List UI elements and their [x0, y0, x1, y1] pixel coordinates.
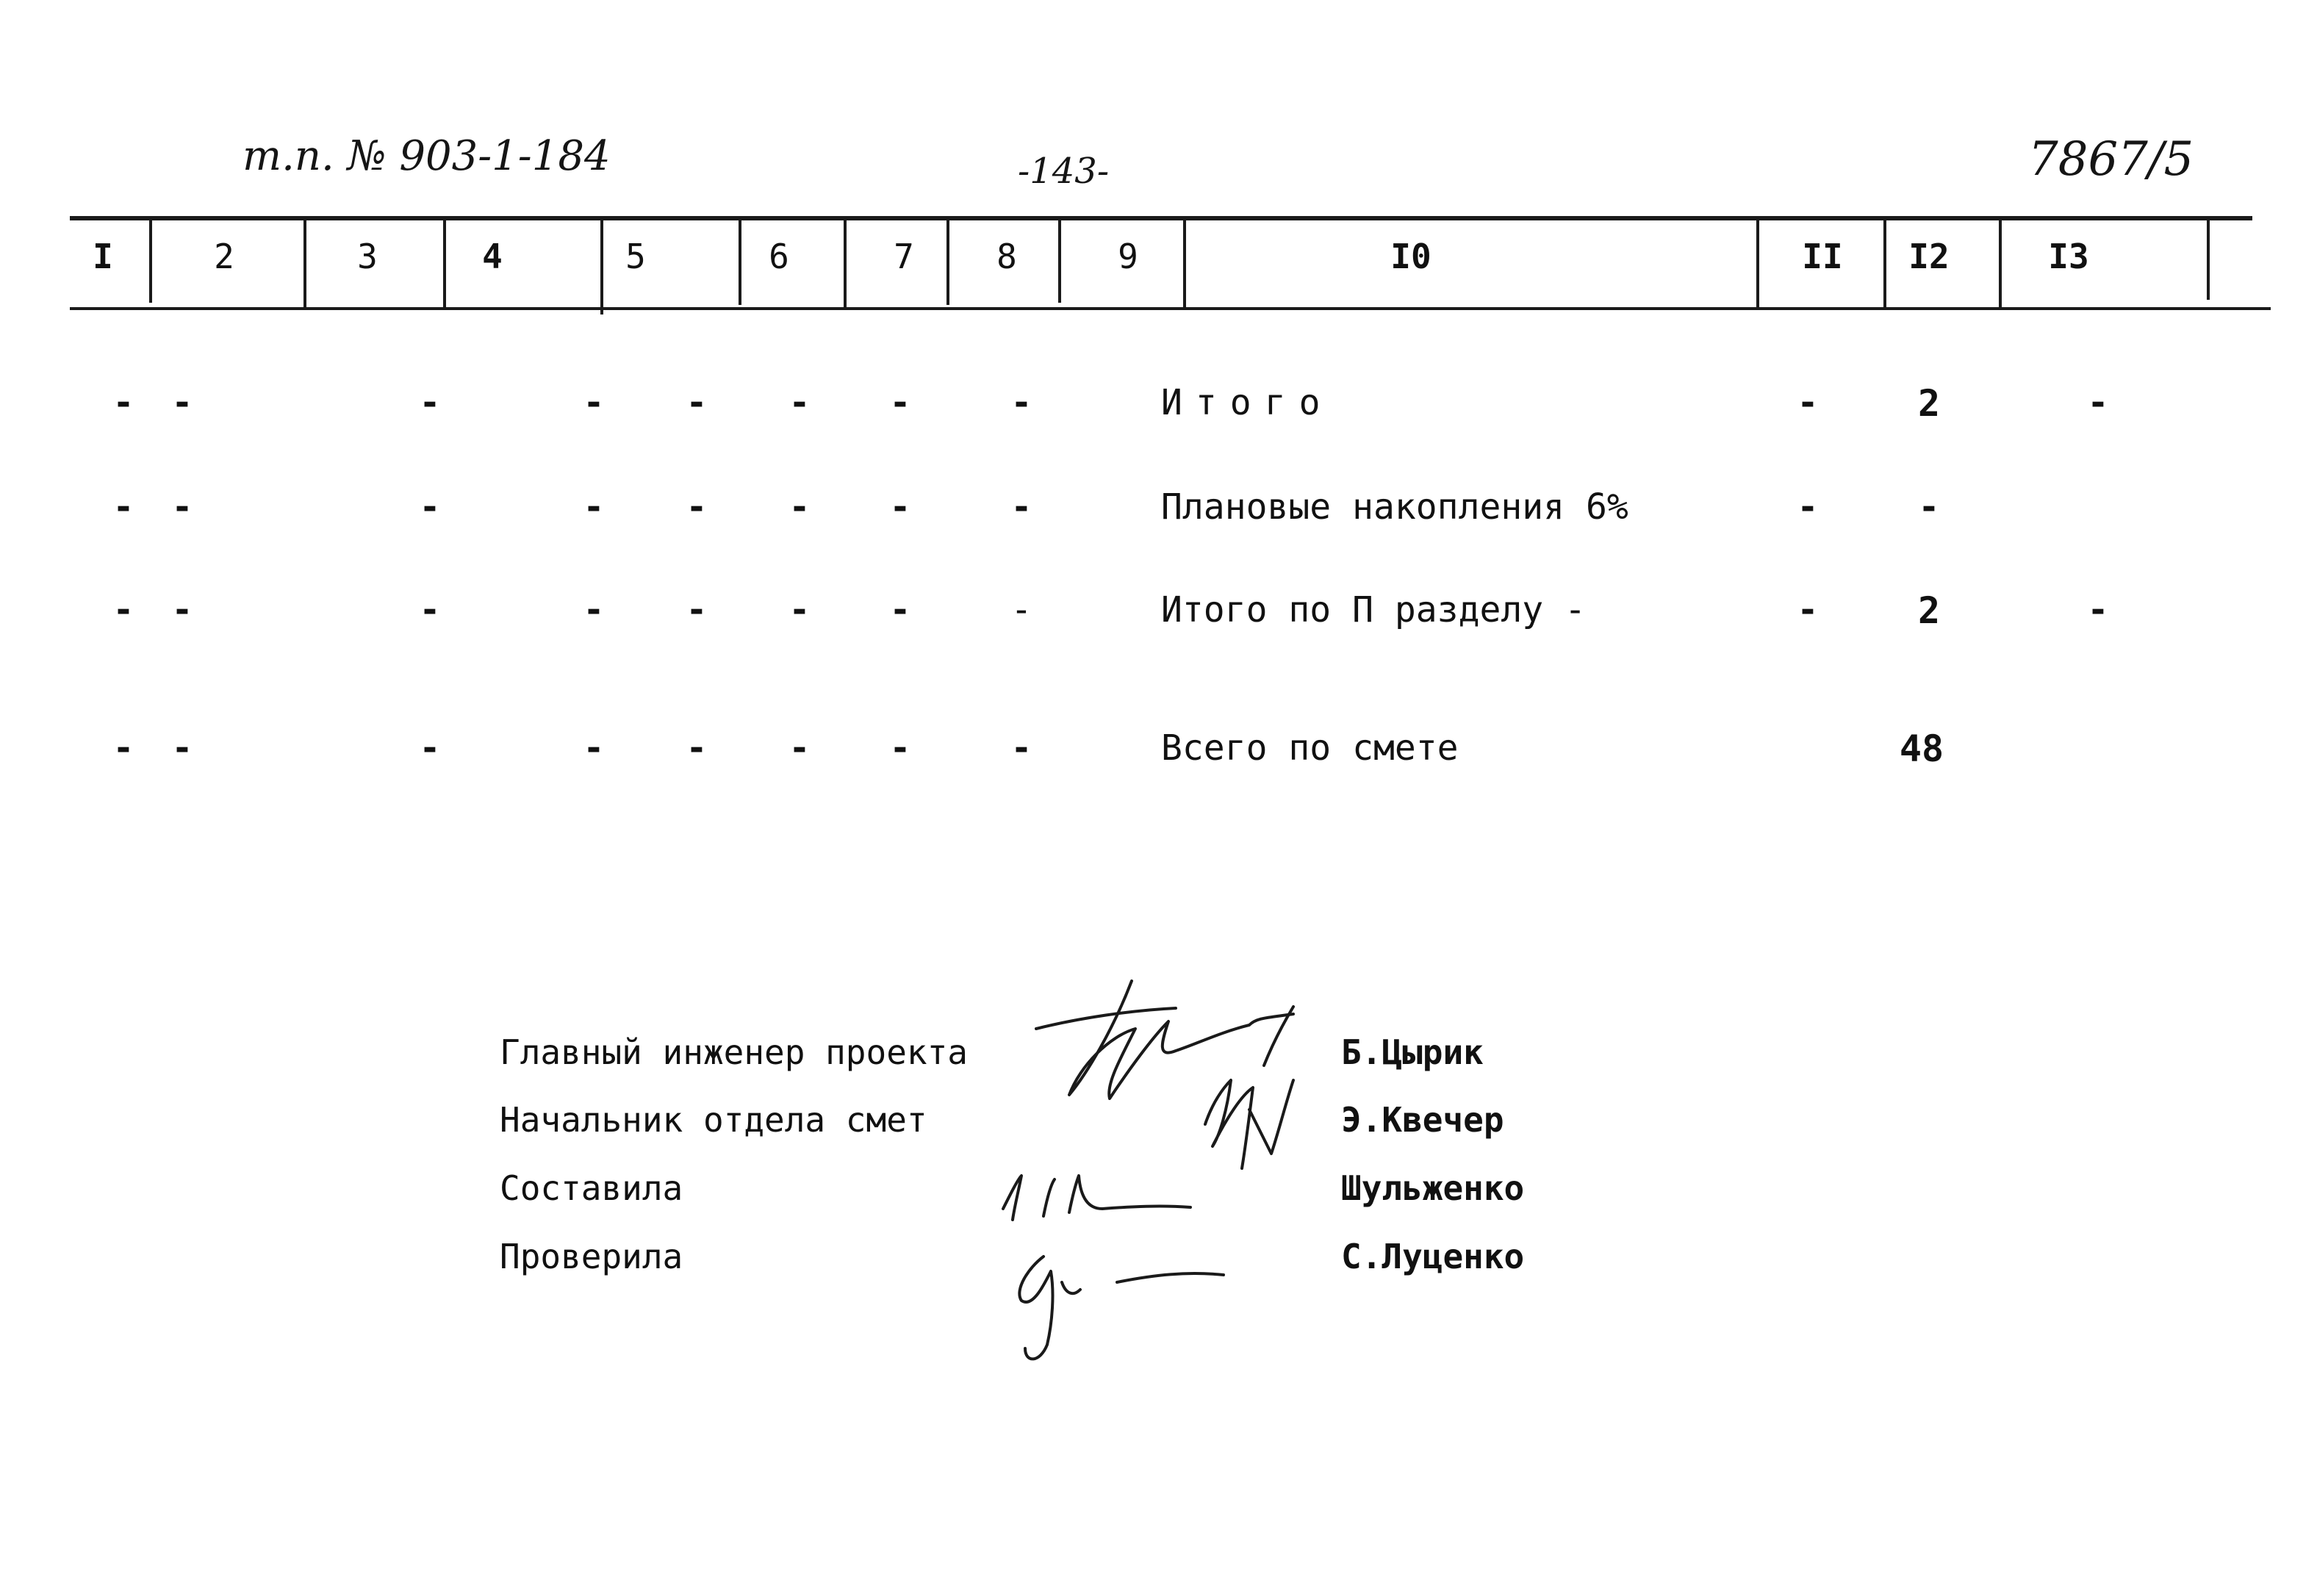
dash-cell: - [789, 382, 811, 423]
signature-role: Проверила [500, 1237, 683, 1276]
document-reference: т.п. № 903-1-184 [243, 132, 611, 180]
dash-cell: - [686, 382, 708, 423]
sheet-number: 7867/5 [2028, 132, 2194, 187]
dash-cell: - [419, 589, 441, 630]
column-number-6: 6 [769, 237, 789, 276]
page-number: -143- [1018, 151, 1110, 192]
dash-cell: - [686, 486, 708, 528]
dash-cell: - [889, 589, 911, 630]
col12-cell: 48 [1899, 727, 1944, 770]
signature-name: С.Луценко [1341, 1237, 1525, 1276]
dash-cell: - [889, 382, 911, 423]
signature-role: Начальник отдела смет [500, 1100, 927, 1140]
signature-role: Главный инженер проекта [500, 1032, 968, 1072]
dash-cell: - [419, 382, 441, 423]
signature-name: Э.Квечер [1341, 1100, 1504, 1140]
dash-cell: - [419, 486, 441, 528]
signature-mark [1043, 1179, 1055, 1216]
signature-mark [1205, 1080, 1253, 1168]
dash-cell: - [583, 486, 605, 528]
signature-name: Б.Цырик [1341, 1032, 1484, 1072]
row-label: Итого [1161, 382, 1334, 423]
dash-cell: - [583, 382, 605, 423]
signature-name: Шульженко [1341, 1168, 1525, 1208]
col12-cell: 2 [1917, 589, 1941, 632]
dash-cell: - [419, 727, 441, 769]
column-number-7: 7 [894, 237, 914, 276]
dash-cell: - [789, 589, 811, 630]
row-label: Всего по смете [1161, 727, 1459, 769]
column-number-4: 4 [482, 237, 503, 276]
col11-cell: - [1797, 382, 1819, 423]
row-label: Плановые накопления 6% [1161, 486, 1628, 528]
dash-cell: - [686, 727, 708, 769]
dash-cell: - [171, 486, 193, 528]
signature-mark [1249, 1080, 1293, 1154]
dash-cell: - [889, 727, 911, 769]
dash-cell: - [1010, 486, 1032, 528]
signature-mark [1069, 1176, 1190, 1212]
col11-cell: - [1797, 486, 1819, 528]
dash-cell: - [171, 382, 193, 423]
column-number-1: I [93, 237, 113, 276]
column-number-13: I3 [2048, 237, 2089, 276]
dash-cell: - [789, 486, 811, 528]
dash-cell: - [1010, 382, 1032, 423]
column-number-10: I0 [1390, 237, 1431, 276]
col13-cell: - [2087, 382, 2109, 423]
dash-cell: - [1010, 727, 1032, 769]
dash-cell: - [583, 727, 605, 769]
column-number-12: I2 [1908, 237, 1950, 276]
dash-cell: - [112, 486, 134, 528]
dash-cell: - [112, 727, 134, 769]
col11-cell: - [1797, 589, 1819, 630]
col13-cell: - [2087, 589, 2109, 630]
dash-cell: - [112, 589, 134, 630]
signature-mark [1036, 1008, 1176, 1029]
column-number-11: II [1802, 237, 1843, 276]
col12-cell: 2 [1917, 382, 1941, 425]
signature-mark [1019, 1257, 1052, 1359]
signature-mark [1062, 1282, 1080, 1293]
dash-cell: - [583, 589, 605, 630]
dash-cell: - [112, 382, 134, 423]
signature-role: Составила [500, 1168, 683, 1208]
column-number-9: 9 [1118, 237, 1138, 276]
column-number-2: 2 [214, 237, 234, 276]
signature-mark [1003, 1176, 1021, 1220]
col12-cell: - [1918, 486, 1940, 528]
column-number-5: 5 [625, 237, 646, 276]
dash-cell: - [789, 727, 811, 769]
dash-cell: - [171, 589, 193, 630]
dash-cell: - [889, 486, 911, 528]
dash-cell: - [1010, 589, 1032, 630]
column-number-3: 3 [357, 237, 378, 276]
column-number-8: 8 [996, 237, 1017, 276]
dash-cell: - [686, 589, 708, 630]
signature-mark [1117, 1273, 1224, 1282]
dash-cell: - [171, 727, 193, 769]
signature-mark [1069, 981, 1293, 1099]
row-label: Итого по П разделу - [1161, 589, 1586, 630]
